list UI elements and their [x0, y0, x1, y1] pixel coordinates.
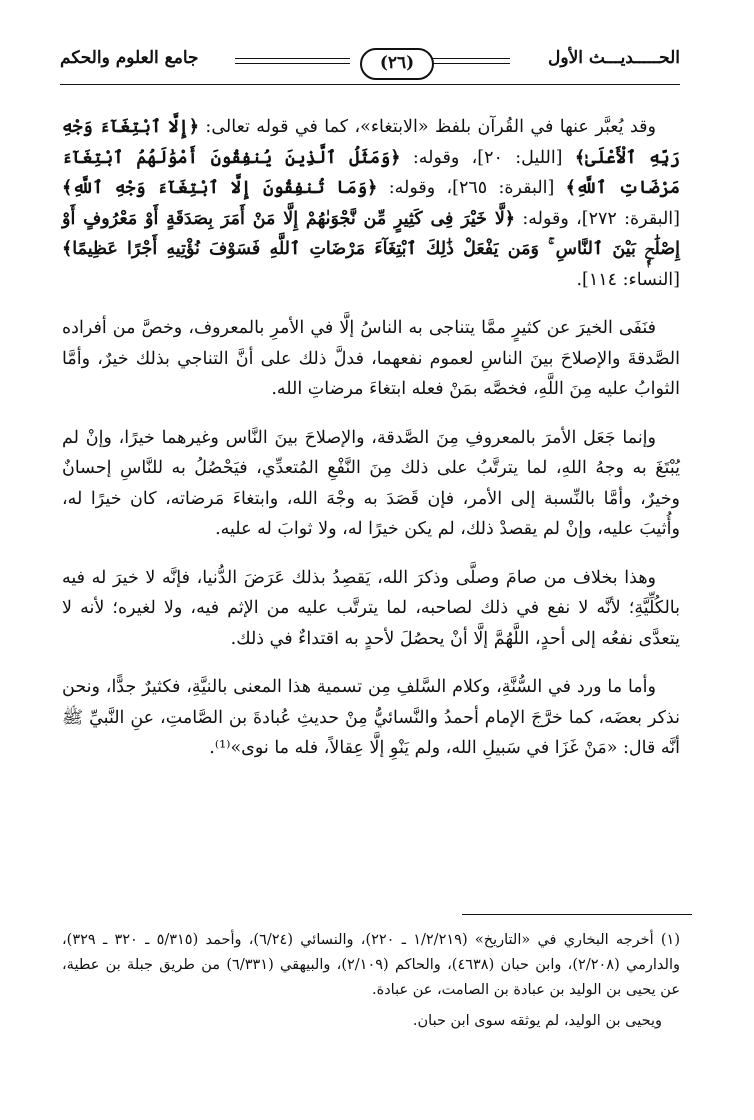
page-number: (٢٦)	[360, 48, 434, 80]
text-run: وإنما جَعَل الأمرَ بالمعروفِ مِنَ الصَّدقة، والإصلاحَ بينَ النَّاس وغيرهما خيرًا، وإنْ لم يُبْتَغَ به وجهُ اللهِ، لما يترتَّبُ على ذلك مِنَ النَّفْعِ المُتعدِّي، فيَحْصُلُ به للنَّاسِ إحسانٌ وخيرٌ، وأمَّا بالنِّسبة إلى الأمر، فإن قَصَدَ به وجْهَ الله، وابتغاءَ مَرضاته، كان خيرًا له، وأُثيبَ عليه، وإنْ لم يقصدْ ذلك، لم يكن خيرًا له، ولا ثوابَ له عليه.	[62, 427, 680, 539]
quran-verse: ﴿إِلَّا ٱبْتِغَآءَ وَجْهِ رَبِّهِ ٱلْأَعْلَىٰ﴾	[62, 117, 680, 168]
verse-reference: [الليل: ٢٠]، وقوله:	[400, 147, 575, 168]
header-double-rule-left	[235, 58, 350, 64]
footnote-1: (١) أخرجه البخاري في «التاريخ» (١/٢/٢١٩ ـ ٢٢٠)، والنسائي (٦/٢٤)، وأحمد (٥/٣١٥ ـ ٣٢٠ ـ ٣٢٩)، والدارمي (٢/٢٠٨)، وابن حبان (٤٦٣٨)، والحاكم (٢/١٠٩)، والبيهقي (٦/٣٣١) من طريق جبلة بن عطية، عن يحيى بن الوليد بن عبادة بن الصامت، عن عبادة.	[62, 932, 681, 998]
paragraph-4	[62, 563, 680, 655]
quran-verse: ﴿لَّا خَيْرَ فِى كَثِيرٍ مِّن نَّجْوَىٰهُمْ إِلَّا مَنْ أَمَرَ بِصَدَقَةٍ أَوْ مَعْرُوفٍ أَوْ إِصْلَٰحٍۭ بَيْنَ ٱلنَّاسِ ۚ وَمَن يَفْعَلْ ذَٰلِكَ ٱبْتِغَآءَ مَرْضَاتِ ٱللَّهِ فَسَوْفَ نُؤْتِيهِ أَجْرًا عَظِيمًا﴾	[62, 208, 680, 259]
main-text	[62, 112, 680, 782]
verse-reference: [البقرة: ٢٧٢]، وقوله:	[515, 208, 680, 229]
verse-reference: [البقرة: ٢٦٥]، وقوله:	[377, 178, 566, 198]
paragraph-1	[62, 112, 680, 295]
page-header	[60, 46, 680, 86]
chapter-title: الحـــــديـــث الأول	[548, 48, 680, 68]
header-rule	[60, 84, 680, 85]
text-run: فنَفَى الخيرَ عن كثيرٍ ممَّا يتناجى به الناسُ إلَّا في الأمرِ بالمعروف، وخصَّ من أفراده الصَّدقةَ والإصلاحَ بينَ الناسِ لعموم نفعهما، فدلَّ ذلك على أنَّ التناجي بذلك خيرٌ، وأمَّا الثوابُ عليه مِنَ اللَّهِ، فخصَّه بمَنْ فعله ابتغاءَ مرضاتِ الله.	[62, 318, 680, 399]
text-run: وقد يُعبَّر عنها في القُرآن بلفظ «الابتغاء»، كما في قوله تعالى:	[198, 117, 656, 137]
footnote-note: ويحيى بن الوليد، لم يوثقه سوى ابن حبان.	[412, 1013, 662, 1029]
book-title: جامع العلوم والحكم	[60, 48, 199, 68]
paragraph-5	[62, 672, 680, 764]
footnote-rule	[462, 914, 692, 915]
footnotes	[62, 928, 680, 1034]
quran-verse: ﴿وَمَثَلُ ٱلَّذِينَ يُنفِقُونَ أَمْوَٰلَهُمُ ٱبْتِغَآءَ مَرْضَاتِ ٱللَّهِ﴾	[62, 147, 680, 198]
text-run: وأما ما ورد في السُّنَّةِ، وكلام السَّلفِ مِن تسمية هذا المعنى بالنيَّةِ، فكثيرٌ جدًّا، ونحن نذكر بعضَه، كما خرَّجَ الإمام أحمدُ والنَّسائيُّ مِنْ حديثِ عُبادةَ بن الصَّامتِ، عنِ النَّبيِّ ﷺ أنَّه قال: «مَنْ غَزَا في سَبيلِ الله، ولم يَنْوِ إلَّا عِقالاً، فله ما نوى»⁽¹⁾.	[62, 677, 680, 758]
verse-reference: [النساء: ١١٤].	[576, 269, 680, 290]
text-run: وهذا بخلاف من صامَ وصلَّى وذكرَ الله، يَقصِدُ بذلك عَرَضَ الدُّنيا، فإنَّه لا خيرَ له فيه بالكُلِّيَّةِ؛ لأنَّه لا نفع في ذلك لصاحبه، لما يترتَّب عليه من الإثم فيه، ولا لغيره؛ لأنه لا يتعدَّى نفعُه إلى أحدٍ، اللَّهُمَّ إلَّا أنْ يحصُلَ لأحدٍ به اقتداءٌ في ذلك.	[62, 567, 680, 649]
quran-verse: ﴿وَمَا تُنفِقُونَ إِلَّا ٱبْتِغَآءَ وَجْهِ ٱللَّهِ﴾	[62, 178, 378, 198]
paragraph-3	[62, 423, 680, 545]
paragraph-2	[62, 313, 680, 405]
